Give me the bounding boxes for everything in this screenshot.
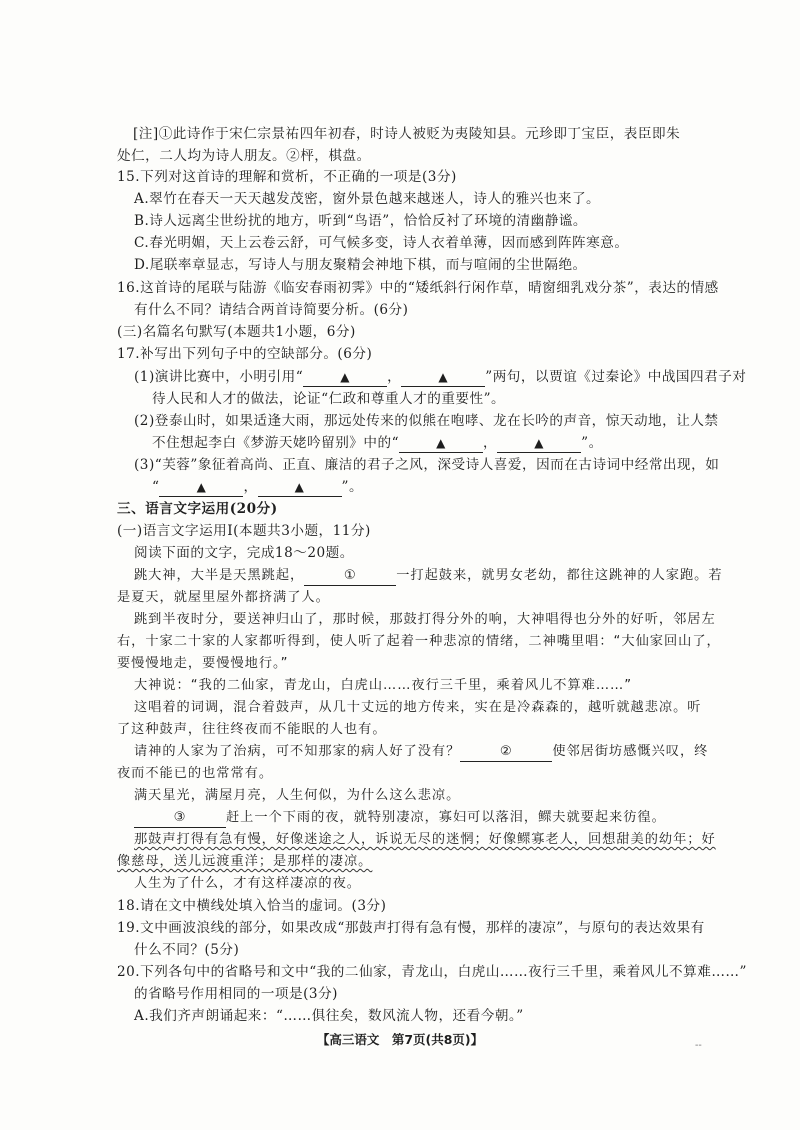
question-17-item-3-line-1: (3)“芙蓉”象征着高尚、正直、廉洁的君子之风，深受诗人喜爱，因而在古诗词中经常出现，如 xyxy=(134,457,720,473)
question-17-item-1-line-2: 待人民和人才的做法，论证“仁政和尊重人才的重要性”。 xyxy=(152,391,506,407)
passage-p2-line-2: 右，十家二十家的人家都听得到，使人听了起着一种悲凉的情绪，二神嘴里唱：“大仙家回山了， xyxy=(117,634,721,649)
corner-mark: -- xyxy=(695,1040,702,1051)
passage-blank-3[interactable] xyxy=(134,809,226,828)
passage-p1-line-2: 是夏天，就屋里屋外都挤满了人。 xyxy=(117,590,330,605)
triangle-marker-icon: ▲ xyxy=(196,480,207,494)
question-15-option-c: C.春光明媚，天上云卷云舒，可气候多变，诗人衣着单薄，因而感到阵阵寒意。 xyxy=(134,235,629,251)
passage-p3: 大神说：“我的二仙家，青龙山，白虎山……夜行三千里，乘着风儿不算难……” xyxy=(134,678,633,693)
section-language-1-heading: (一)语言文字运用Ⅰ(本题共3小题，11分) xyxy=(117,523,371,539)
passage-text: 跳大神，大半是天黑跳起， xyxy=(134,568,305,583)
fill-blank[interactable] xyxy=(303,368,387,387)
blank-separator: ， xyxy=(483,435,498,451)
question-15-option-a: A.翠竹在春天一天天越发茂密，窗外景色越来越迷人，诗人的雅兴也来了。 xyxy=(134,191,601,207)
fill-blank[interactable] xyxy=(159,478,243,497)
fill-blank[interactable] xyxy=(497,434,581,453)
passage-p4-line-2: 了这种鼓声，往往终夜而不能眠的人也有。 xyxy=(117,722,387,737)
passage-p9: 人生为了什么，才有这样凄凉的夜。 xyxy=(134,876,361,891)
passage-p8-line-2 xyxy=(117,852,372,872)
passage-text: 使邻居街坊感慨兴叹，终 xyxy=(552,744,709,759)
passage-p8-line-1 xyxy=(134,830,716,850)
blank-number: ② xyxy=(499,744,513,759)
item-1-prefix: (1)演讲比赛中，小明引用“ xyxy=(134,369,304,385)
passage-p7 xyxy=(134,808,666,828)
question-18: 18.请在文中横线处填入恰当的虚词。(3分) xyxy=(117,898,387,914)
passage-text: 请神的人家为了治病，可不知那家的病人好了没有？ xyxy=(134,744,461,759)
wavy-underlined-text: 那鼓声打得有急有慢，好像迷途之人，诉说无尽的迷惘；好像鳏寡老人，回想甜美的幼年；好 xyxy=(134,832,716,847)
question-15-option-d: D.尾联率章显志，写诗人与朋友聚精会神地下棋，而与喧闹的尘世隔绝。 xyxy=(134,257,587,273)
blank-number: ① xyxy=(343,568,357,583)
passage-blank-2[interactable] xyxy=(460,743,552,762)
question-17-item-3-line-2 xyxy=(152,477,363,497)
section-famous-lines-heading: (三)名篇名句默写(本题共1小题，6分) xyxy=(117,324,356,340)
question-15-option-b: B.诗人远离尘世纷扰的地方，听到“鸟语”，恰恰反衬了环境的清幽静谧。 xyxy=(134,213,588,229)
question-19-line-2: 什么不同？(5分) xyxy=(134,942,240,958)
triangle-marker-icon: ▲ xyxy=(438,370,449,384)
triangle-marker-icon: ▲ xyxy=(534,436,544,450)
passage-text: 一打起鼓来，就男女老幼，都往这跳神的人家跑。若 xyxy=(396,568,723,583)
question-15-stem: 15.下列对这首诗的理解和赏析，不正确的一项是(3分) xyxy=(117,169,457,185)
passage-p1-line-1 xyxy=(134,566,723,586)
question-17-item-1-line-1 xyxy=(134,367,746,387)
blank-separator: ， xyxy=(387,369,402,385)
fill-blank[interactable] xyxy=(399,434,483,453)
passage-p2-line-3: 要慢慢地走，要慢慢地行。” xyxy=(117,656,289,671)
passage-text: 赶上一个下雨的夜，就特别凄凉，寡妇可以落泪，鳏夫就要起来彷徨。 xyxy=(226,810,666,825)
question-20-option-a: A.我们齐声朗诵起来：“……俱往矣，数风流人物，还看今朝。” xyxy=(134,1008,524,1024)
poem-note-line-2: 处仁，二人均为诗人朋友。②枰，棋盘。 xyxy=(117,148,371,164)
passage-p6: 满天星光，满屋月亮，人生何似，为什么这么悲凉。 xyxy=(134,788,461,803)
item-3-prefix: “ xyxy=(152,479,160,495)
triangle-marker-icon: ▲ xyxy=(436,436,446,450)
question-17-item-2-line-1: (2)登泰山时，如果适逢大雨，那远处传来的似熊在咆哮、龙在长吟的声音，惊天动地，让人禁 xyxy=(134,413,719,429)
blank-number: ③ xyxy=(173,810,187,825)
passage-p4-line-1: 这唱着的词调，混合着鼓声，从几十丈远的地方传来，实在是冷森森的，越听就越悲凉。听 xyxy=(134,700,702,715)
question-16-line-1: 16.这首诗的尾联与陆游《临安春雨初霁》中的“矮纸斜行闲作草，晴窗细乳戏分茶”，表达的情感 xyxy=(117,280,719,296)
question-16-line-2: 有什么不同？请结合两首诗简要分析。(6分) xyxy=(134,302,409,318)
item-2-prefix: 不住想起李白《梦游天姥吟留别》中的“ xyxy=(152,435,400,451)
poem-note-line-1: [注]①此诗作于宋仁宗景祐四年初春，时诗人被贬为夷陵知县。元珍即丁宝臣，表臣即朱 xyxy=(133,126,681,142)
wavy-underlined-text: 像慈母，送儿远渡重洋；是那样的凄凉。 xyxy=(117,854,373,869)
triangle-marker-icon: ▲ xyxy=(294,480,305,494)
item-1-suffix: ”两句，以贾谊《过秦论》中战国四君子对 xyxy=(485,369,747,385)
item-2-suffix: ”。 xyxy=(581,435,603,451)
section-language-heading: 三、语言文字运用(20分) xyxy=(117,501,278,517)
question-19-line-1: 19.文中画波浪线的部分，如果改成“那鼓声打得有急有慢，那样的凄凉”，与原句的表达效果有 xyxy=(117,920,705,936)
passage-p5-line-2: 夜而不能已的也常常有。 xyxy=(117,766,274,781)
blank-separator: ， xyxy=(243,479,258,495)
fill-blank[interactable] xyxy=(401,368,485,387)
triangle-marker-icon: ▲ xyxy=(340,370,351,384)
passage-blank-1[interactable] xyxy=(304,567,396,586)
question-20-line-2: 的省略号作用相同的一项是(3分) xyxy=(134,986,338,1002)
page-footer: 【高三语文 第7页(共8页)】 xyxy=(316,1032,484,1047)
passage-p2-line-1: 跳到半夜时分，要送神归山了，那时候，那鼓打得分外的响，大神唱得也分外的好听，邻居左 xyxy=(134,612,716,627)
question-17-stem: 17.补写出下列句子中的空缺部分。(6分) xyxy=(117,346,373,362)
item-3-suffix: ”。 xyxy=(341,479,364,495)
reading-instruction: 阅读下面的文字，完成18～20题。 xyxy=(134,545,354,561)
question-17-item-2-line-2 xyxy=(152,433,603,453)
fill-blank[interactable] xyxy=(258,478,342,497)
passage-p5-line-1 xyxy=(134,742,708,762)
question-20-line-1: 20.下列各句中的省略号和文中“我的二仙家，青龙山，白虎山……夜行三千里，乘着风儿不算难……” xyxy=(117,964,747,980)
